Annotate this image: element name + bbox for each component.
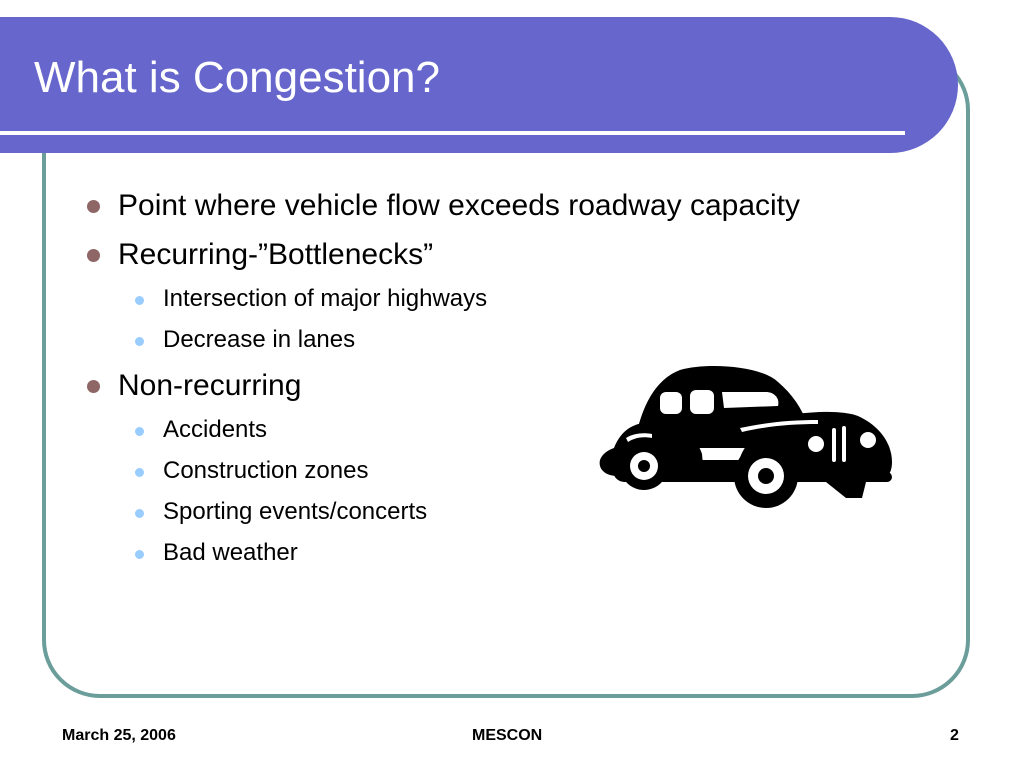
vintage-car-icon (596, 364, 898, 510)
sub-bullet-dot-icon (135, 427, 144, 436)
sub-bullet-item (163, 325, 355, 355)
sub-bullet-item (163, 497, 427, 527)
sub-bullet-text: Accidents (163, 416, 268, 443)
sub-bullet-text: Intersection of major highways (163, 285, 488, 312)
sub-bullet-text: Bad weather (163, 539, 298, 566)
sub-bullet-text: Sporting events/concerts (163, 498, 428, 525)
sub-bullet-text: Construction zones (163, 457, 369, 484)
sub-bullet-dot-icon (135, 550, 144, 559)
bullet-item (118, 187, 800, 225)
sub-bullet-item (163, 415, 267, 445)
bullet-text: Point where vehicle flow exceeds roadway capacity (118, 189, 801, 222)
sub-bullet-item (163, 284, 487, 314)
slide-number: 2 (950, 727, 959, 744)
bullet-dot-icon (87, 249, 100, 262)
sub-bullet-dot-icon (135, 337, 144, 346)
footer-date: March 25, 2006 (62, 727, 176, 744)
slide-title: What is Congestion? (34, 53, 440, 102)
bullet-text: Recurring-”Bottlenecks” (118, 238, 434, 271)
sub-bullet-dot-icon (135, 509, 144, 518)
bullet-item (118, 236, 433, 274)
sub-bullet-dot-icon (135, 468, 144, 477)
sub-bullet-item (163, 538, 298, 568)
bullet-text: Non-recurring (118, 369, 302, 402)
sub-bullet-text: Decrease in lanes (163, 326, 356, 353)
footer-center-text: MESCON (472, 727, 543, 744)
bullet-dot-icon (87, 200, 100, 213)
bullet-item (118, 367, 301, 405)
bullet-dot-icon (87, 380, 100, 393)
sub-bullet-dot-icon (135, 296, 144, 305)
sub-bullet-item (163, 456, 368, 486)
